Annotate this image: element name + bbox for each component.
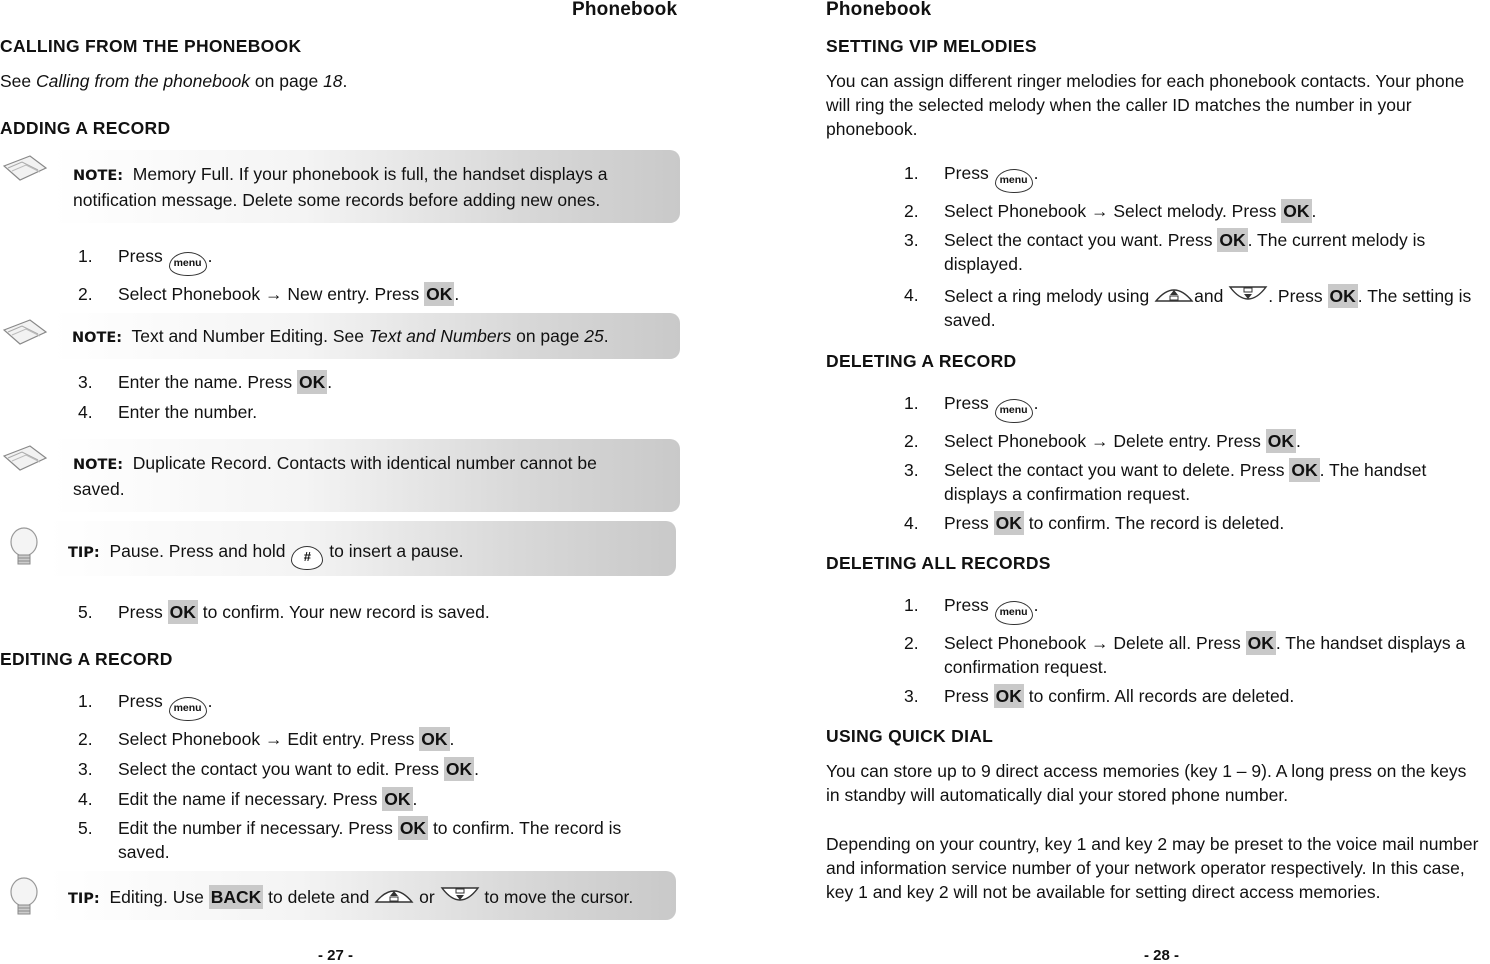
list-item: 3. Select the contact you want. Press OK . The current melody is displayed. (904, 230, 1426, 274)
note-topic: Memory Full (132, 164, 230, 184)
note-text-editing: NOTE: Text and Number Editing. See Text and Numbers on page 25. (52, 313, 680, 359)
hash-key-icon: # (291, 546, 323, 570)
tip-topic: Pause (109, 541, 160, 561)
ok-key: OK (1291, 460, 1318, 480)
adding-steps-a (78, 244, 459, 306)
vip-intro: You can assign different ringer melodies for each phonebook contacts. Your phone will ring the selected melody when the caller ID matches the number in your phonebook. (826, 71, 1465, 139)
ok-key: OK (1329, 286, 1356, 306)
down-key-icon (440, 884, 480, 908)
tip-pause: TIP: Pause. Press and hold # to insert a pause. (48, 521, 676, 576)
running-head: Phonebook (572, 0, 678, 20)
arrow-right-icon: → (1090, 201, 1109, 221)
editing-steps (78, 689, 658, 864)
menu-button-icon: menu (169, 697, 207, 721)
note-label: NOTE: (72, 330, 123, 346)
note-topic: Duplicate Record (132, 453, 268, 473)
list-item: 2. Select Phonebook → Delete entry. Press OK . (904, 431, 1301, 451)
back-key: BACK (210, 887, 262, 907)
list-item: 1. Press menu . (904, 161, 1490, 193)
page-number: - 27 - (318, 947, 354, 964)
up-key-icon (1154, 283, 1194, 307)
arrow-right-icon: → (264, 284, 283, 304)
section-heading-quick-dial: USING QUICK DIAL (826, 726, 994, 746)
note-topic: Text and Number Editing (131, 326, 324, 346)
ok-key: OK (995, 686, 1022, 706)
right-page (826, 0, 1490, 962)
ok-key: OK (1247, 633, 1274, 653)
down-key-icon (1228, 283, 1268, 307)
list-item: 4. Press OK to confirm. The record is deleted. (904, 513, 1285, 533)
list-item: 3. Select the contact you want to edit. Press OK . (78, 759, 480, 779)
note-icon (0, 316, 48, 346)
list-item: 1. Press menu . (904, 391, 1490, 423)
list-item: 3. Select the contact you want to delete. Press OK . The handset displays a confirmation request. (904, 460, 1427, 504)
tip-topic: Editing (109, 887, 163, 907)
ok-key: OK (1267, 431, 1294, 451)
page-number: - 28 - (1144, 947, 1180, 964)
arrow-right-icon: → (1090, 431, 1109, 451)
ok-key: OK (1283, 201, 1310, 221)
tip-label: TIP: (68, 891, 100, 907)
note-memory-full: NOTE: Memory Full. If your phonebook is full, the handset displays a notification message. Delete some records before adding new ones. (52, 150, 680, 223)
section-heading-calling: CALLING FROM THE PHONEBOOK (0, 36, 302, 56)
ok-key: OK (421, 729, 448, 749)
note-icon (0, 152, 48, 182)
note-duplicate-record: NOTE: Duplicate Record. Contacts with identical number cannot be saved. (52, 439, 680, 512)
list-item: 4. Edit the name if necessary. Press OK . (78, 789, 418, 809)
calling-link: Calling from the phonebook (36, 71, 251, 91)
section-heading-deleting: DELETING A RECORD (826, 351, 1017, 371)
list-item: 3. Press OK to confirm. All records are deleted. (904, 686, 1295, 706)
arrow-right-icon: → (1090, 633, 1109, 653)
list-item: 1. Press menu . (78, 244, 459, 276)
menu-button-icon: menu (995, 601, 1033, 625)
calling-paragraph: See Calling from the phonebook on page 18. (0, 71, 348, 91)
running-head: Phonebook (826, 0, 932, 20)
list-item: 5. Press OK to confirm. Your new record is saved. (78, 602, 490, 622)
ok-key: OK (445, 759, 473, 779)
ok-key: OK (399, 818, 427, 838)
quick-dial-paragraph-2: Depending on your country, key 1 and key 2 may be preset to the voice mail number and information service number of your network operator respectively. In this case, key 1 and key 2 will not be available for setting direct access memories. (826, 834, 1479, 902)
left-page (0, 0, 700, 962)
menu-button-icon: menu (169, 252, 207, 276)
ok-key: OK (299, 372, 326, 392)
list-item: 5. Edit the number if necessary. Press OK to confirm. The record is saved. (78, 818, 622, 862)
deleting-all-steps (904, 593, 1490, 708)
adding-steps-c (78, 600, 490, 624)
note-icon (0, 442, 48, 472)
ok-key: OK (1219, 230, 1246, 250)
note-label: NOTE: (73, 457, 124, 473)
lightbulb-icon (4, 524, 44, 572)
list-item: 2. Select Phonebook → Delete all. Press OK . The handset displays a confirmation request. (904, 633, 1466, 677)
tip-editing: TIP: Editing. Use BACK to delete and or to move the cursor. (48, 871, 676, 920)
ok-key: OK (426, 284, 453, 304)
ok-key: OK (995, 513, 1022, 533)
section-heading-adding: ADDING A RECORD (0, 118, 171, 138)
list-item: 1. Press menu . (904, 593, 1490, 625)
menu-button-icon: menu (995, 169, 1033, 193)
vip-steps (904, 161, 1490, 332)
ok-key: OK (169, 602, 196, 622)
list-item: 4. Select a ring melody using and . Press OK . The setting is saved. (904, 285, 1472, 330)
list-item: 1. Press menu . (78, 689, 658, 721)
section-heading-deleting-all: DELETING ALL RECORDS (826, 553, 1051, 573)
section-heading-editing: EDITING A RECORD (0, 649, 173, 669)
list-item: 4. Enter the number. (78, 402, 258, 422)
lightbulb-icon (4, 874, 44, 922)
arrow-right-icon: → (264, 729, 283, 749)
list-item: 2. Select Phonebook → New entry. Press OK . (78, 284, 460, 304)
tip-label: TIP: (68, 545, 100, 561)
quick-dial-paragraph-1: You can store up to 9 direct access memories (key 1 – 9). A long press on the keys in standby will automatically dial your stored phone number. (826, 761, 1467, 805)
section-heading-vip: SETTING VIP MELODIES (826, 36, 1037, 56)
list-item: 2. Select Phonebook → Edit entry. Press OK . (78, 729, 455, 749)
ok-key: OK (384, 789, 411, 809)
list-item: 3. Enter the name. Press OK . (78, 372, 333, 392)
up-key-icon (374, 884, 414, 908)
note-label: NOTE: (73, 168, 124, 184)
list-item: 2. Select Phonebook → Select melody. Press OK . (904, 201, 1317, 221)
adding-steps-b (78, 370, 332, 424)
menu-button-icon: menu (995, 399, 1033, 423)
deleting-steps (904, 391, 1490, 535)
